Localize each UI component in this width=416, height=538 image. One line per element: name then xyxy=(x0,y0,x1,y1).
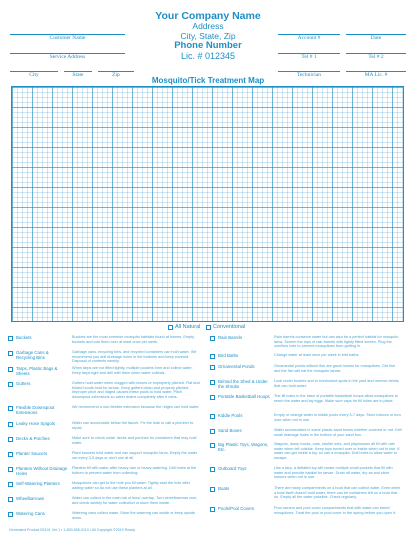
item-description: Planters fill with water after heavy rain or heavy watering. Drill holes at the bottom to prevent water from collecting. xyxy=(72,466,197,475)
item-name: Gutters xyxy=(16,381,31,386)
item-checkbox[interactable] xyxy=(8,382,13,387)
item-checkbox[interactable] xyxy=(210,487,215,492)
customer-name-label: Customer Name xyxy=(49,35,86,41)
conventional-checkbox[interactable] xyxy=(206,325,211,330)
item-description: When tarps are not fitted tightly, multiple pockets form and collect water. Keep tarps tight and drill with them when water collects. xyxy=(72,366,193,375)
item-checkbox[interactable] xyxy=(210,336,215,341)
all-natural-label: All Natural xyxy=(175,324,201,330)
service-address-label: Service Address xyxy=(49,54,86,60)
item-description: Like a tarp, a deflated toy will create multiple small pockets that fill with water and provide habitat for larvae. Drain off water, dry as and store indoors when not in use. xyxy=(274,466,393,480)
zip-label: Zip xyxy=(112,72,120,78)
item-name: Outboard Toys xyxy=(218,466,247,471)
item-description: We recommend a non-flexible extension because the ridges can hold water. xyxy=(72,405,200,409)
item-checkbox[interactable] xyxy=(8,497,13,502)
map-title: Mosquito/Tick Treatment Map xyxy=(151,76,265,85)
item-checkbox[interactable] xyxy=(8,367,13,372)
treatment-type-row xyxy=(0,324,416,332)
item-description: Garbage cans, recycling bins, and recycled containers can hold water. We recommend you drill drainage holes in the bottoms and keep covered. Disposal of contents weekly. xyxy=(72,350,197,364)
item-name: Pools/Pool Covers xyxy=(218,506,255,511)
tel1-label: Tel # 1 xyxy=(301,54,317,60)
company-address: Address xyxy=(192,21,224,31)
item-description: Wagons, dump trucks, cars, stroller sets, and playhouses all fill with rain water when left outside. Keep toys turned over or inside when not in use. If water can get inside a toy, so can a mosquito. Drill holes to allow water to escape. xyxy=(274,442,400,460)
item-name: Tarps, Plastic Bags & Sheets xyxy=(16,366,58,377)
company-license: Lic. # 012345 xyxy=(180,51,236,61)
date-label: Date xyxy=(370,35,382,41)
list-item xyxy=(210,486,410,506)
ma-lic-label: MA Lic. # xyxy=(364,72,388,78)
item-description: Pool owners and pool cover compartments that with water can breed mosquitoes. Treat the pool or pool cover in the spring before you open it. xyxy=(274,506,396,515)
item-name: Ornamental Ponds xyxy=(218,364,255,369)
item-description: Gutters hold water when clogged with leaves or improperly pitched. Flat and folded hoods hold for larvae. Keep gutters clean and properly pitched. Improper pitch and ridged causes these pools to hold water. Pitch downspout extensions so water drains completely after it rains. xyxy=(72,381,200,399)
item-name: Sand Boxes xyxy=(218,428,242,433)
item-checkbox[interactable] xyxy=(8,406,13,411)
item-name: Leaky Hose Spigots xyxy=(16,421,56,426)
item-checkbox[interactable] xyxy=(8,437,13,442)
item-description: Buckets are the most common mosquito habitats found at homes. Empty buckets and turn them over at least once per week. xyxy=(72,335,195,344)
list-item xyxy=(210,394,410,414)
item-description: Rain barrels conserve water but can also be a perfect habitat for mosquito larva. Screen the tops of rain barrels with tightly fitted screen. Plug the overflow hole to prevent mosquitoes from getting in. xyxy=(274,335,399,349)
item-checkbox[interactable] xyxy=(210,467,215,472)
item-description: Plant saucers hold water and can support mosquito larva. Empty the water out every 3-5 days or don't use at all. xyxy=(72,451,198,460)
account-label: Account # xyxy=(297,35,321,41)
item-description: The fill holes in the base of portable basketball hoops allow mosquitoes to reach the water and lay eggs. Make sure caps for fill holes are in place. xyxy=(274,394,398,403)
item-checkbox[interactable] xyxy=(8,482,13,487)
item-description: Ornamental ponds without fish are great homes for mosquitoes. Get fish and the fish will eat the mosquito larvae. xyxy=(274,364,396,373)
item-checkbox[interactable] xyxy=(8,351,13,356)
company-city-state-zip: City, State, Zip xyxy=(180,30,236,41)
list-item xyxy=(210,442,410,462)
item-description: Empty or change water in kiddie pools every 5-7 days. Store indoors or turn over when not in use. xyxy=(274,413,401,422)
item-name: Boats xyxy=(218,486,230,491)
list-item xyxy=(210,466,410,486)
technician-label: Technician xyxy=(296,72,322,78)
state-label: State xyxy=(72,72,84,78)
item-name: Big Plastic Toys, Wagons, Etc. xyxy=(218,442,269,453)
item-checkbox[interactable] xyxy=(8,512,13,517)
item-checkbox[interactable] xyxy=(210,354,215,359)
item-checkbox[interactable] xyxy=(8,452,13,457)
item-checkbox[interactable] xyxy=(210,443,215,448)
item-name: Kiddie Pools xyxy=(218,413,243,418)
item-checkbox[interactable] xyxy=(210,365,215,370)
item-description: Water accumulates in some plastic sand boxes whether covered or not. Drill small drainage holes in the bottom of your sand box. xyxy=(274,428,402,437)
item-name: Planters Without Drainage Holes xyxy=(16,466,68,477)
item-description: Mosquitoes can get to the hole you fill water. Tightly seal the hole after adding water so do not use these planters at all. xyxy=(72,481,190,490)
company-name: Your Company Name xyxy=(155,10,261,22)
item-checkbox[interactable] xyxy=(210,429,215,434)
item-name: Buckets xyxy=(16,335,32,340)
item-name: Self-Watering Planters xyxy=(16,481,60,486)
item-description: Look under bushes and in overlooked spots in the yard and remove debris that can hold water. xyxy=(274,379,399,388)
item-description: Make sure to check under decks and porches for containers that may hold water. xyxy=(72,436,197,445)
item-name: Garbage Cans & Recycling Bins xyxy=(16,350,49,361)
item-name: Bird Baths xyxy=(218,353,239,358)
all-natural-checkbox[interactable] xyxy=(168,325,173,330)
item-name: Flexible Downspout Extensions xyxy=(16,405,55,416)
list-item xyxy=(8,381,208,401)
footer-note: Generated Product B2101 Ver 1 • 1-800-555-0113 • All Copyright ©2019 Ready xyxy=(9,528,136,532)
item-description: Change water at least once per week in bird baths. xyxy=(274,353,360,357)
tel2-label: Tel # 2 xyxy=(368,54,384,60)
item-checkbox[interactable] xyxy=(210,414,215,419)
item-name: Planter Saucers xyxy=(16,451,48,456)
conventional-label: Conventional xyxy=(213,324,246,330)
item-checkbox[interactable] xyxy=(210,380,215,385)
list-item xyxy=(210,335,410,355)
item-name: Behind the Shed & Under the Shrubs xyxy=(218,379,268,390)
item-name: Watering Cans xyxy=(16,511,45,516)
item-checkbox[interactable] xyxy=(210,507,215,512)
item-name: Decks & Porches xyxy=(16,436,50,441)
city-label: City xyxy=(29,72,39,78)
item-checkbox[interactable] xyxy=(8,336,13,341)
item-description: Watering cans collect water. Store the watering can inside or keep upside down. xyxy=(72,511,196,520)
list-item xyxy=(210,506,410,526)
treatment-map-grid[interactable] xyxy=(11,86,404,322)
item-description: Water can accumulate below the faucet. Fix the leak or call a plumber to repair. xyxy=(72,421,194,430)
item-name: Portable Basketball Hoops xyxy=(218,394,270,399)
item-description: Water can collect in the main tub of tires/ overlap. Turn wheelbarrows over, and check weekly for water collection or store them inside. xyxy=(72,496,198,505)
item-checkbox[interactable] xyxy=(210,395,215,400)
item-checkbox[interactable] xyxy=(8,467,13,472)
item-checkbox[interactable] xyxy=(8,422,13,427)
item-name: Wheelbarrows xyxy=(16,496,45,501)
company-phone: Phone Number xyxy=(174,40,242,51)
item-description: There are many compartments on a boat that can collect water. Even when a boat itself doesn't hold water, there can be containers left on a boat that do. Empty all the water possible. Check regularly. xyxy=(274,486,401,500)
item-name: Rain Barrels xyxy=(218,335,243,340)
